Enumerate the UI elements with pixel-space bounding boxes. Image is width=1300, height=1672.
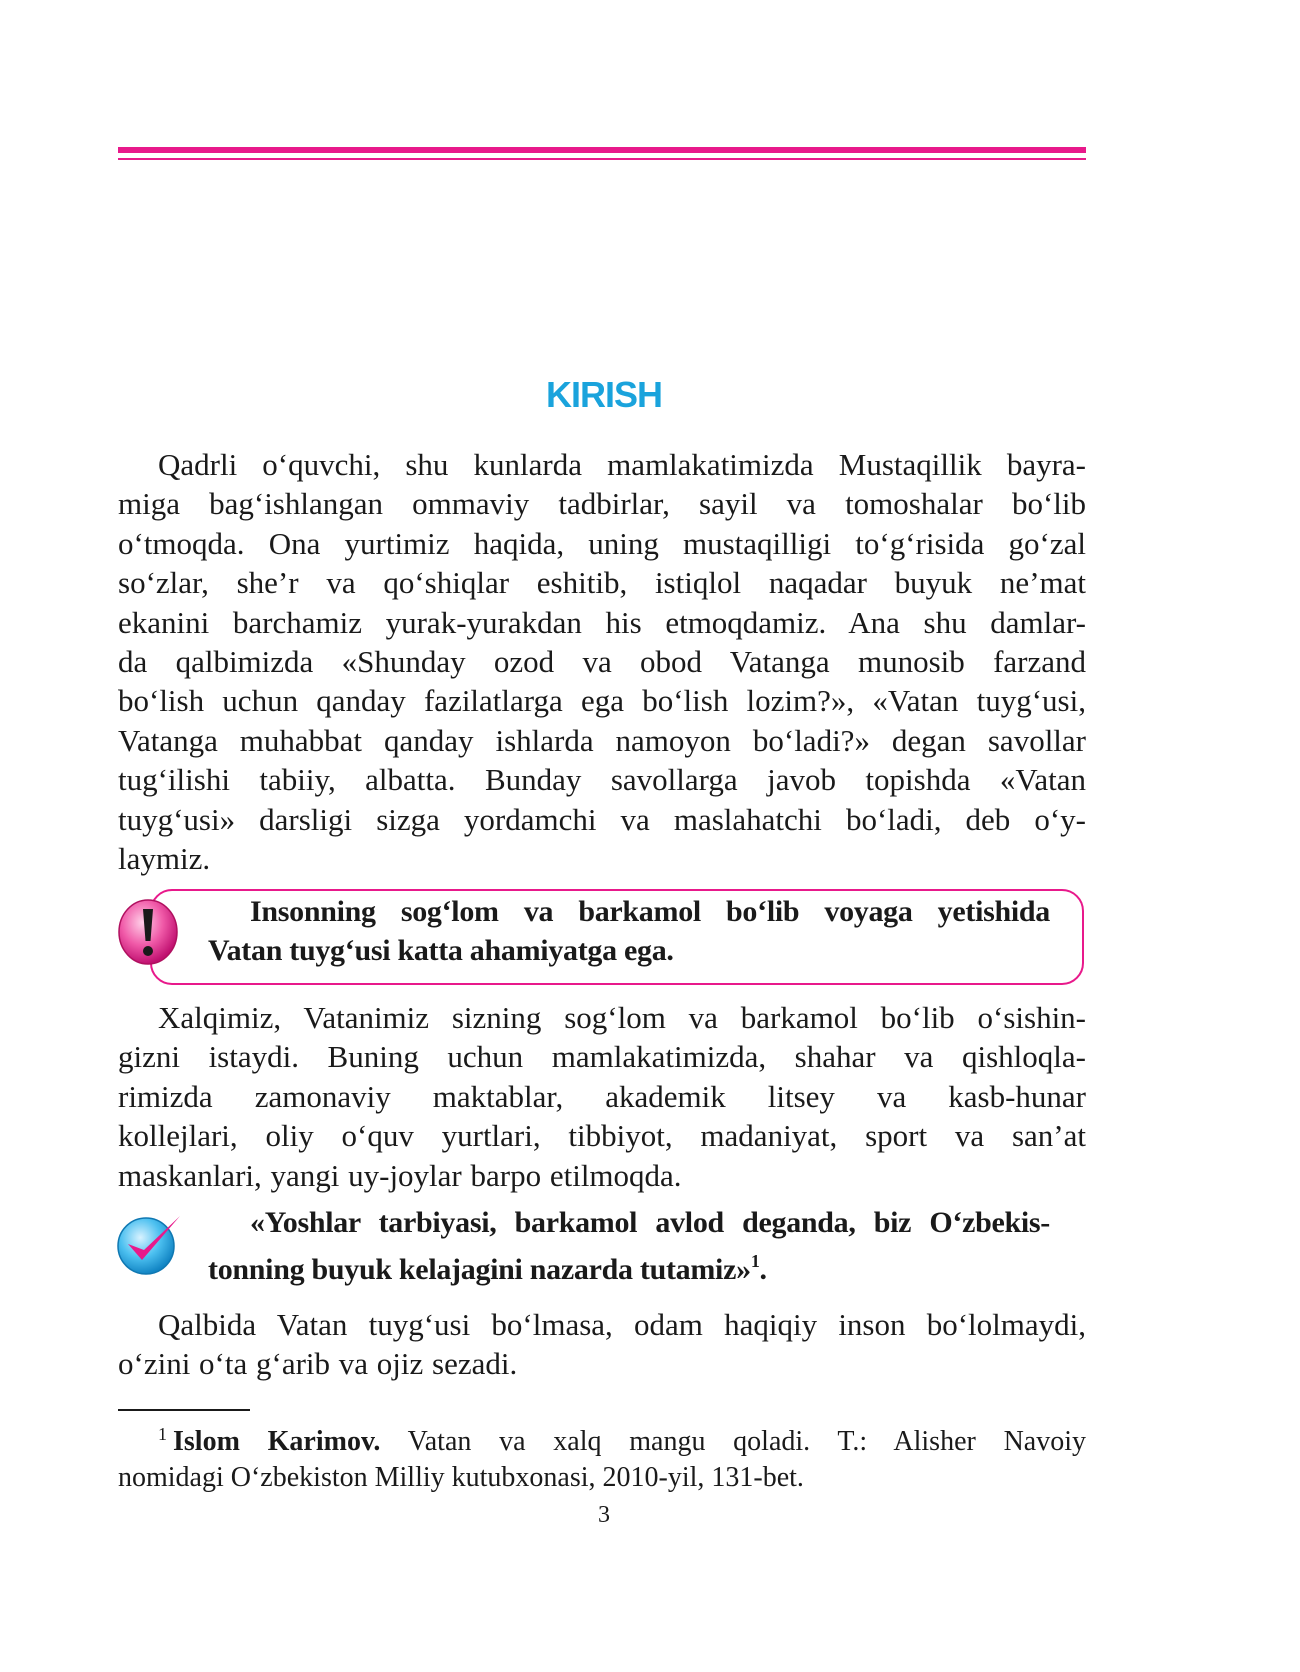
paragraph-body: [118, 998, 1086, 1195]
footnote-ref[interactable]: 1: [750, 1251, 760, 1271]
text-line: da qalbimizda «Shunday ozod va obod Vatanga munosib farzand: [118, 644, 1086, 680]
text-line: tuyg‘usi» darsligi sizga yordamchi va maslahatchi bo‘ladi, deb o‘y-: [118, 801, 1086, 837]
text-line: [208, 1242, 1050, 1289]
checkmark-icon: [114, 1210, 186, 1276]
footnote-source: Vatan va xalq mangu qoladi. T.: Alisher Navoiy: [380, 1426, 1086, 1457]
footnote-line: nomidagi O‘zbekiston Milliy kutubxonasi, 2010-yil, 131-bet.: [118, 1462, 804, 1493]
text-line: Vatan tuyg‘usi katta ahamiyatga ega.: [208, 934, 674, 967]
page-title: KIRISH: [545, 374, 662, 415]
text-line: maskanlari, yangi uy-joylar barpo etilmoqda.: [118, 1157, 682, 1193]
footnote-number: 1: [158, 1424, 167, 1444]
footnote: [118, 1416, 1086, 1496]
header-rule-thin: [118, 158, 1086, 160]
paragraph-closing: [118, 1305, 1086, 1384]
exclamation-icon: [116, 897, 180, 967]
text-line: Vatanga muhabbat qanday ishlarda namoyon bo‘ladi?» degan savollar: [118, 722, 1086, 758]
quote-line-text: tonning buyuk kelajagini nazarda tutamiz»: [208, 1253, 751, 1286]
text-line: kollejlari, oliy o‘quv yurtlari, tibbiyot, madaniyat, sport va san’at: [118, 1118, 1086, 1154]
text-line: Insonning sog‘lom va barkamol bo‘lib voyaga yetishida: [250, 895, 1050, 928]
text-line: Qalbida Vatan tuyg‘usi bo‘lmasa, odam haqiqiy inson bo‘lolmaydi,: [158, 1307, 1086, 1342]
header-rule: [118, 147, 1086, 153]
text-line: Qadrli o‘quvchi, shu kunlarda mamlakatimizda Mustaqillik bayra-: [158, 447, 1086, 482]
text-line: Xalqimiz, Vatanimiz sizning sog‘lom va barkamol bo‘lib o‘sishin-: [158, 1000, 1086, 1035]
text-line: so‘zlar, she’r va qo‘shiqlar eshitib, istiqlol naqadar buyuk ne’mat: [118, 565, 1086, 601]
page-number: 3: [598, 1502, 610, 1528]
text-line: laymiz.: [118, 841, 211, 877]
quote-line-end: .: [759, 1253, 767, 1286]
text-line: miga bag‘ishlangan ommaviy tadbirlar, sayil va tomoshalar bo‘lib: [118, 486, 1086, 522]
callout-text: [208, 892, 1050, 970]
text-line: ekanini barchamiz yurak-yurakdan his etmoqdamiz. Ana shu damlar-: [118, 604, 1086, 640]
paragraph-intro: [118, 445, 1086, 878]
footnote-author: Islom Karimov.: [173, 1426, 381, 1457]
text-line: o‘zini o‘ta g‘arib va ojiz sezadi.: [118, 1346, 518, 1382]
text-line: bo‘lish uchun qanday fazilatlarga ega bo‘lish lozim?», «Vatan tuyg‘usi,: [118, 683, 1086, 719]
text-line: «Yoshlar tarbiyasi, barkamol avlod deganda, biz O‘zbekis-: [250, 1206, 1050, 1239]
text-line: tug‘ilishi tabiiy, albatta. Bunday savollarga javob topishda «Vatan: [118, 762, 1086, 798]
footnote-line: [118, 1416, 1086, 1460]
text-line: gizni istaydi. Buning uchun mamlakatimizda, shahar va qishloqla-: [118, 1039, 1086, 1075]
footnote-separator: [118, 1409, 250, 1411]
text-line: rimizda zamonaviy maktablar, akademik litsey va kasb-hunar: [118, 1078, 1086, 1114]
quote-text: [208, 1203, 1050, 1289]
text-line: o‘tmoqda. Ona yurtimiz haqida, uning mustaqilligi to‘g‘risida go‘zal: [118, 525, 1086, 561]
